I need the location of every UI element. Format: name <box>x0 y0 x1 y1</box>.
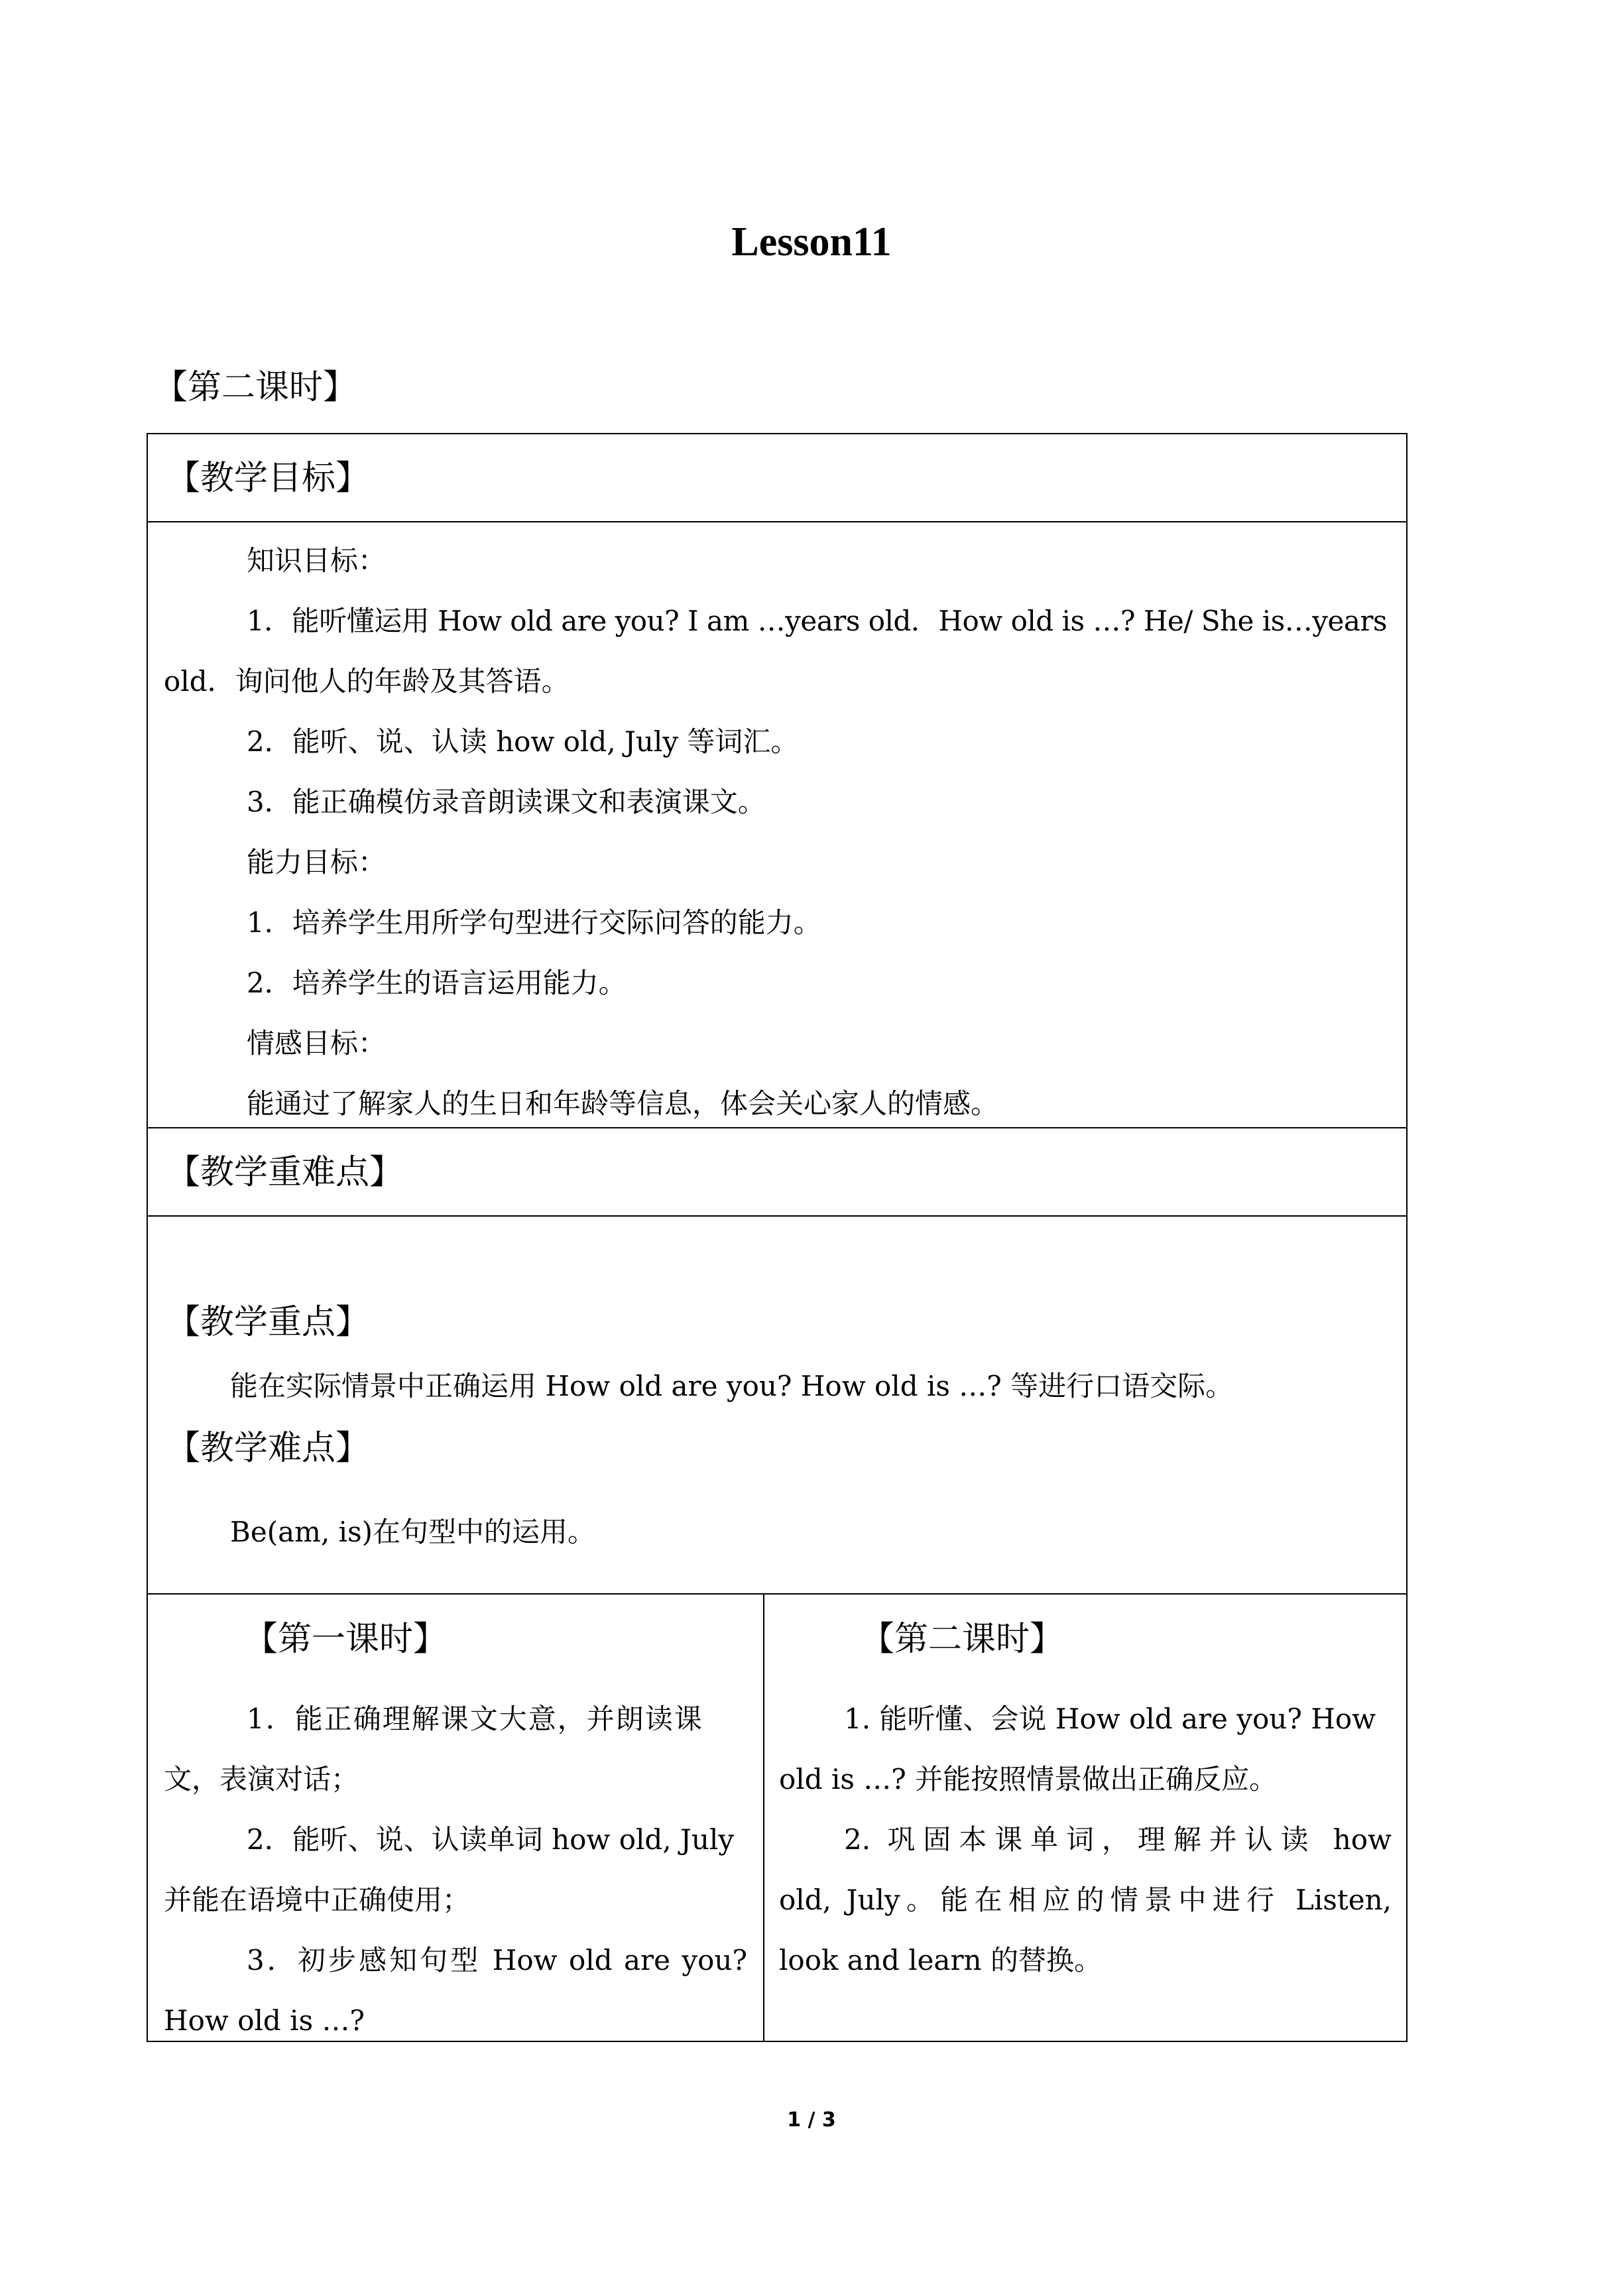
session-label: 【第二课时】 <box>154 368 357 407</box>
difficult-points-text: Be(am, is)在句型中的运用。 <box>230 1516 596 1548</box>
difficulties-body-cell <box>147 1215 1408 1593</box>
goals-body-cell <box>147 521 1408 1127</box>
ability-item-1: 1．培养学生用所学句型进行交际问答的能力。 <box>247 906 821 939</box>
second-period-line-4: old, July。能在相应的情景中进行 Listen, <box>779 1884 1392 1916</box>
first-period-header: 【第一课时】 <box>244 1620 448 1659</box>
key-points-text: 能在实际情景中正确运用 How old are you? How old is …? 等进行口语交际。 <box>230 1370 1234 1402</box>
difficulties-header-cell <box>147 1127 1408 1215</box>
document-title: Lesson11 <box>731 219 892 265</box>
first-period-line-5: 3．初步感知句型 How old are you? <box>247 1944 747 1976</box>
second-period-line-1: 1. 能听懂、会说 How old are you? How <box>844 1703 1376 1735</box>
emotion-label: 情感目标： <box>247 1027 387 1059</box>
difficult-points-header: 【教学难点】 <box>166 1429 370 1468</box>
second-period-line-2: old is …? 并能按照情景做出正确反应。 <box>779 1763 1278 1795</box>
page-number: 1 / 3 <box>787 2108 836 2132</box>
goals-header-cell <box>147 433 1408 521</box>
second-period-line-3: 2. 巩固本课单词，理解并认读 how <box>844 1823 1392 1856</box>
knowledge-item-2: 2．能听、说、认读 how old, July 等词汇。 <box>247 725 799 758</box>
emotion-item-1: 能通过了解家人的生日和年龄等信息，体会关心家人的情感。 <box>247 1087 999 1120</box>
knowledge-item-3: 3．能正确模仿录音朗读课文和表演课文。 <box>247 786 766 818</box>
second-period-line-5: look and learn 的替换。 <box>779 1944 1102 1976</box>
ability-item-2: 2．培养学生的语言运用能力。 <box>247 967 627 999</box>
first-period-line-2: 文，表演对话； <box>164 1763 359 1795</box>
difficulties-header: 【教学重难点】 <box>166 1153 404 1192</box>
periods-cell <box>147 1593 1408 2042</box>
knowledge-item-1-line2: old．询问他人的年龄及其答语。 <box>164 665 570 697</box>
knowledge-item-1-line1: 1．能听懂运用 How old are you? I am …years old．How old is …? He/ She is…years <box>247 605 1387 637</box>
knowledge-label: 知识目标： <box>247 544 387 577</box>
first-period-line-6: How old is …? <box>164 2004 365 2037</box>
first-period-line-3: 2．能听、说、认读单词 how old, July <box>247 1823 735 1856</box>
first-period-column <box>148 1595 764 2041</box>
goals-header: 【教学目标】 <box>166 459 370 498</box>
second-period-column <box>764 1595 1406 2041</box>
key-points-header: 【教学重点】 <box>166 1303 370 1342</box>
first-period-line-4: 并能在语境中正确使用； <box>164 1884 471 1916</box>
ability-label: 能力目标： <box>247 846 387 878</box>
second-period-header: 【第二课时】 <box>861 1620 1064 1659</box>
first-period-line-1: 1．能正确理解课文大意，并朗读课 <box>247 1703 703 1735</box>
